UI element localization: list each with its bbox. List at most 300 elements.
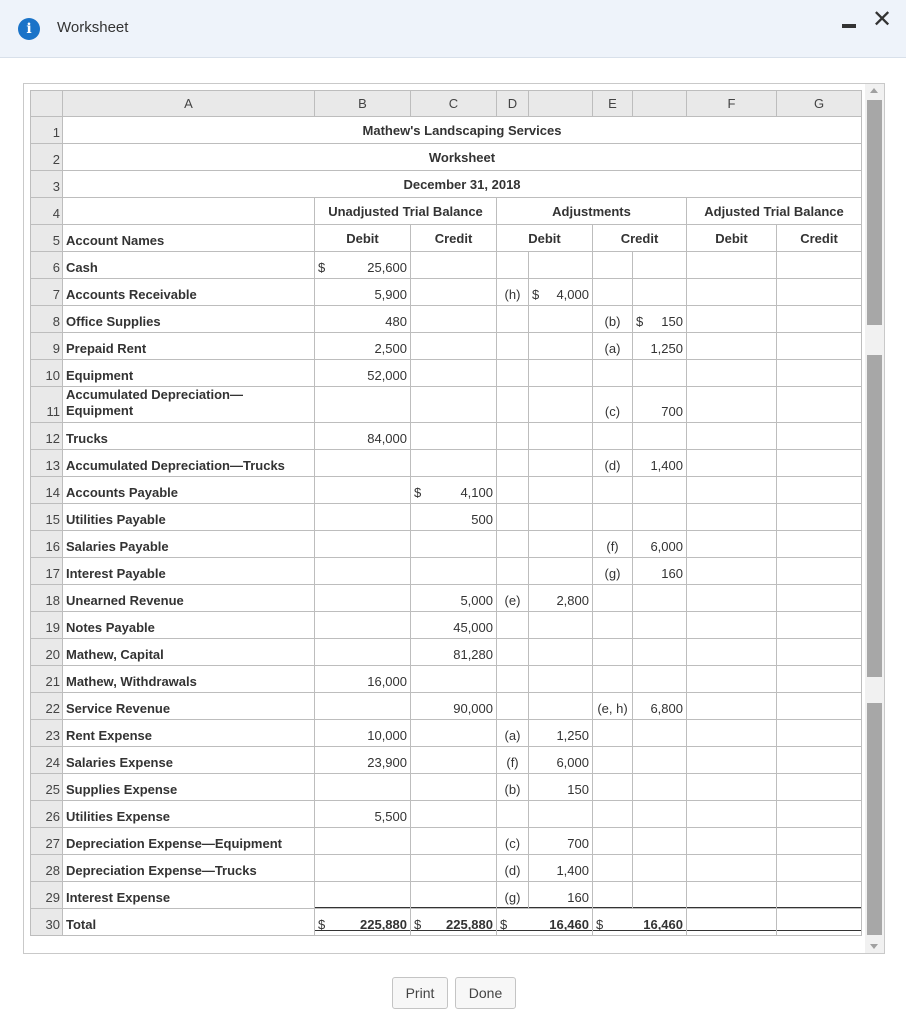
unadjusted-credit-cell[interactable]: [411, 828, 497, 855]
credit-header: Credit: [593, 225, 687, 252]
adjusted-credit-cell[interactable]: [777, 423, 862, 450]
adjustment-credit-cell[interactable]: [633, 612, 687, 639]
account-name-cell[interactable]: Accounts Receivable: [63, 279, 315, 306]
adjustment-debit-label-cell[interactable]: [497, 612, 529, 639]
adjustment-credit-label-cell[interactable]: [593, 801, 633, 828]
adjustment-credit-label-cell[interactable]: [593, 828, 633, 855]
adjusted-debit-cell[interactable]: [687, 774, 777, 801]
adjusted-debit-cell[interactable]: [687, 747, 777, 774]
unadjusted-credit-cell[interactable]: [411, 774, 497, 801]
unadjusted-debit-cell[interactable]: [315, 333, 411, 360]
adjustment-credit-cell[interactable]: [633, 360, 687, 387]
adjustment-debit-label-cell[interactable]: (a): [497, 720, 529, 747]
adjusted-debit-cell[interactable]: [687, 450, 777, 477]
currency-symbol: $: [636, 314, 644, 329]
adjustment-credit-cell[interactable]: [633, 504, 687, 531]
adjusted-debit-cell[interactable]: [687, 252, 777, 279]
adjusted-debit-cell[interactable]: [687, 531, 777, 558]
amount: 700: [661, 404, 683, 419]
adjustment-debit-label-cell[interactable]: [497, 531, 529, 558]
account-name-cell[interactable]: Cash: [63, 252, 315, 279]
scroll-thumb[interactable]: [867, 703, 882, 935]
adjusted-debit-cell[interactable]: [687, 279, 777, 306]
row-number: 3: [31, 171, 63, 198]
row-number: 17: [31, 558, 63, 585]
adjustment-credit-label-cell[interactable]: [593, 666, 633, 693]
close-button[interactable]: ✕: [871, 6, 893, 33]
adjustment-credit-label-cell[interactable]: [593, 585, 633, 612]
adjustment-credit-label-cell[interactable]: [593, 747, 633, 774]
adjustment-debit-label-cell[interactable]: (g): [497, 882, 529, 909]
adjusted-debit-cell[interactable]: [687, 360, 777, 387]
adjustment-debit-label-cell[interactable]: [497, 333, 529, 360]
unadjusted-credit-cell[interactable]: [411, 720, 497, 747]
adjusted-credit-cell[interactable]: [777, 639, 862, 666]
debit-credit-header-row: [31, 225, 862, 252]
amount: 160: [661, 566, 683, 581]
account-name-cell[interactable]: Trucks: [63, 423, 315, 450]
adjusted-credit-cell[interactable]: [777, 828, 862, 855]
adjusted-credit-cell[interactable]: [777, 747, 862, 774]
unadjusted-debit-cell[interactable]: [315, 423, 411, 450]
adjustment-debit-cell[interactable]: [529, 774, 593, 801]
adjustment-debit-cell[interactable]: [529, 252, 593, 279]
adjustment-debit-cell[interactable]: [529, 531, 593, 558]
credit-header: Credit: [411, 225, 497, 252]
adjustment-credit-cell[interactable]: [633, 387, 687, 423]
adjustment-credit-label-cell[interactable]: [593, 477, 633, 504]
table-row: [31, 306, 862, 333]
row-number: 22: [31, 693, 63, 720]
unadjusted-debit-cell[interactable]: [315, 720, 411, 747]
row-number: 19: [31, 612, 63, 639]
scroll-thumb[interactable]: [867, 355, 882, 677]
unadjusted-debit-total[interactable]: [315, 909, 411, 936]
adjustment-debit-label-cell[interactable]: [497, 504, 529, 531]
unadjusted-credit-cell[interactable]: [411, 585, 497, 612]
row-number: 5: [31, 225, 63, 252]
adjusted-debit-cell[interactable]: [687, 333, 777, 360]
amount: 2,500: [374, 341, 407, 356]
account-name-cell[interactable]: Prepaid Rent: [63, 333, 315, 360]
adjustment-credit-label-cell[interactable]: [593, 774, 633, 801]
adjusted-debit-cell[interactable]: [687, 477, 777, 504]
adjustment-credit-cell[interactable]: [633, 585, 687, 612]
row-number: 1: [31, 117, 63, 144]
unadjusted-credit-cell[interactable]: [411, 306, 497, 333]
title-cell[interactable]: December 31, 2018: [63, 171, 862, 198]
unadjusted-debit-cell[interactable]: [315, 693, 411, 720]
table-row: [31, 279, 862, 306]
adjusted-credit-cell[interactable]: [777, 450, 862, 477]
adjustment-credit-cell[interactable]: [633, 558, 687, 585]
adjustment-debit-cell[interactable]: [529, 855, 593, 882]
account-name-cell[interactable]: Depreciation Expense—Equipment: [63, 828, 315, 855]
adjusted-debit-cell[interactable]: [687, 801, 777, 828]
adjustment-debit-cell[interactable]: [529, 360, 593, 387]
adjustment-credit-label-cell[interactable]: (c): [593, 387, 633, 423]
table-row: [31, 387, 862, 423]
adjusted-debit-cell[interactable]: [687, 666, 777, 693]
account-name-cell[interactable]: Unearned Revenue: [63, 585, 315, 612]
adjustment-debit-label-cell[interactable]: (d): [497, 855, 529, 882]
unadjusted-debit-cell[interactable]: [315, 747, 411, 774]
adjustment-debit-label-cell[interactable]: [497, 801, 529, 828]
account-name-cell[interactable]: Salaries Expense: [63, 747, 315, 774]
adjustment-debit-label-cell[interactable]: (h): [497, 279, 529, 306]
unadjusted-credit-cell[interactable]: [411, 252, 497, 279]
adjustment-debit-label-cell[interactable]: [497, 423, 529, 450]
unadjusted-credit-cell[interactable]: [411, 747, 497, 774]
amount: 5,000: [460, 593, 493, 608]
adjustment-credit-cell[interactable]: [633, 882, 687, 909]
table-row: [31, 693, 862, 720]
title-cell[interactable]: Worksheet: [63, 144, 862, 171]
adjustment-debit-label-cell[interactable]: [497, 387, 529, 423]
adjusted-debit-cell[interactable]: [687, 504, 777, 531]
adjustment-debit-label-cell[interactable]: [497, 306, 529, 333]
adjustment-debit-label-cell[interactable]: [497, 558, 529, 585]
amount: 700: [567, 836, 589, 851]
adjusted-credit-cell[interactable]: [777, 774, 862, 801]
unadjusted-debit-cell[interactable]: [315, 252, 411, 279]
adjustment-debit-label-cell[interactable]: [497, 360, 529, 387]
adjustment-credit-cell[interactable]: [633, 747, 687, 774]
adjusted-debit-cell[interactable]: [687, 612, 777, 639]
adjustment-credit-cell[interactable]: [633, 450, 687, 477]
amount: 150: [567, 782, 589, 797]
adjustment-debit-label-cell[interactable]: (c): [497, 828, 529, 855]
unadjusted-credit-cell[interactable]: [411, 333, 497, 360]
account-name-line: Equipment: [66, 403, 134, 418]
adjustment-debit-label-cell[interactable]: [497, 477, 529, 504]
amount: 90,000: [453, 701, 493, 716]
account-name-cell[interactable]: Salaries Payable: [63, 531, 315, 558]
adjustment-debit-cell[interactable]: [529, 882, 593, 909]
amount: 5,500: [374, 809, 407, 824]
adjustment-credit-cell[interactable]: [633, 720, 687, 747]
adjustment-credit-cell[interactable]: [633, 252, 687, 279]
adjustment-credit-cell[interactable]: [633, 639, 687, 666]
adjustment-credit-label-cell[interactable]: (g): [593, 558, 633, 585]
adjustment-debit-label-cell[interactable]: [497, 450, 529, 477]
adjustment-credit-label-cell[interactable]: [593, 639, 633, 666]
unadjusted-debit-cell[interactable]: [315, 477, 411, 504]
adjustment-credit-cell[interactable]: [633, 477, 687, 504]
adjustment-debit-cell[interactable]: [529, 720, 593, 747]
adjusted-credit-cell[interactable]: [777, 333, 862, 360]
adjustment-debit-label-cell[interactable]: [497, 639, 529, 666]
adjustment-credit-label-cell[interactable]: (e, h): [593, 693, 633, 720]
adjusted-credit-cell[interactable]: [777, 666, 862, 693]
account-name-cell[interactable]: Service Revenue: [63, 693, 315, 720]
account-name-cell[interactable]: Mathew, Capital: [63, 639, 315, 666]
adjustment-debit-label-cell[interactable]: [497, 666, 529, 693]
adjusted-credit-cell[interactable]: [777, 585, 862, 612]
table-row: [31, 612, 862, 639]
account-name-cell[interactable]: Interest Payable: [63, 558, 315, 585]
amount: 16,460: [643, 917, 683, 932]
adjustment-debit-cell[interactable]: [529, 666, 593, 693]
account-name-cell[interactable]: [63, 387, 315, 423]
adjustment-credit-cell[interactable]: [633, 333, 687, 360]
adjustment-debit-label-cell[interactable]: (f): [497, 747, 529, 774]
adjusted-credit-cell[interactable]: [777, 279, 862, 306]
unadjusted-debit-cell[interactable]: [315, 585, 411, 612]
adjustment-debit-label-cell[interactable]: [497, 693, 529, 720]
adjustment-credit-label-cell[interactable]: [593, 423, 633, 450]
row-number: 26: [31, 801, 63, 828]
row-number: 12: [31, 423, 63, 450]
adjustment-debit-label-cell[interactable]: (e): [497, 585, 529, 612]
adjustment-credit-label-cell[interactable]: [593, 504, 633, 531]
row-number: 10: [31, 360, 63, 387]
adjusted-credit-cell[interactable]: [777, 387, 862, 423]
adjustment-debit-cell[interactable]: [529, 333, 593, 360]
account-name-cell[interactable]: Rent Expense: [63, 720, 315, 747]
adjustment-debit-cell[interactable]: [529, 477, 593, 504]
table-row: [31, 639, 862, 666]
adjustment-debit-label-cell[interactable]: (b): [497, 774, 529, 801]
unadjusted-debit-cell[interactable]: [315, 828, 411, 855]
row-number: 16: [31, 531, 63, 558]
row-number: 18: [31, 585, 63, 612]
column-header: C: [411, 91, 497, 117]
unadjusted-credit-cell[interactable]: [411, 360, 497, 387]
adjustment-debit-cell[interactable]: [529, 801, 593, 828]
adjustment-debit-total[interactable]: [497, 909, 593, 936]
adjusted-debit-cell[interactable]: [687, 828, 777, 855]
adjusted-credit-cell[interactable]: [777, 801, 862, 828]
account-name-cell[interactable]: Total: [63, 909, 315, 936]
account-name-cell[interactable]: Utilities Expense: [63, 801, 315, 828]
adjustment-credit-cell[interactable]: [633, 855, 687, 882]
row-number: 27: [31, 828, 63, 855]
unadjusted-credit-cell[interactable]: [411, 693, 497, 720]
unadjusted-credit-cell[interactable]: [411, 612, 497, 639]
worksheet-table: [30, 90, 862, 936]
unadjusted-debit-cell[interactable]: [315, 306, 411, 333]
unadjusted-debit-cell[interactable]: [315, 801, 411, 828]
done-button[interactable]: Done: [455, 977, 516, 1009]
row-number: 23: [31, 720, 63, 747]
account-name-cell[interactable]: Utilities Payable: [63, 504, 315, 531]
title-row: [31, 144, 862, 171]
adjusted-debit-cell[interactable]: [687, 855, 777, 882]
unadjusted-debit-cell[interactable]: [315, 387, 411, 423]
adjusted-credit-cell[interactable]: [777, 252, 862, 279]
unadjusted-credit-cell[interactable]: [411, 477, 497, 504]
table-row: [31, 828, 862, 855]
title-row: [31, 117, 862, 144]
adjusted-debit-cell[interactable]: [687, 639, 777, 666]
debit-header: Debit: [497, 225, 593, 252]
account-name-cell[interactable]: Supplies Expense: [63, 774, 315, 801]
adjusted-credit-cell[interactable]: [777, 855, 862, 882]
group-header-row: [31, 198, 862, 225]
account-name-cell[interactable]: Depreciation Expense—Trucks: [63, 855, 315, 882]
title-cell[interactable]: Mathew's Landscaping Services: [63, 117, 862, 144]
adjustment-credit-label-cell[interactable]: [593, 360, 633, 387]
unadjusted-debit-cell[interactable]: [315, 360, 411, 387]
adjustment-debit-cell[interactable]: [529, 450, 593, 477]
amount: 16,460: [549, 917, 589, 932]
vertical-scrollbar[interactable]: [865, 84, 884, 953]
adjusted-credit-cell[interactable]: [777, 531, 862, 558]
unadjusted-credit-cell[interactable]: [411, 279, 497, 306]
adjustment-credit-cell[interactable]: [633, 801, 687, 828]
empty-cell[interactable]: [63, 198, 315, 225]
adjusted-credit-cell[interactable]: [777, 882, 862, 909]
scroll-up-arrow-icon[interactable]: [870, 88, 878, 93]
unadjusted-debit-cell[interactable]: [315, 612, 411, 639]
adjusted-debit-cell[interactable]: [687, 693, 777, 720]
print-button[interactable]: Print: [392, 977, 448, 1009]
unadjusted-credit-cell[interactable]: [411, 801, 497, 828]
adjustment-debit-cell[interactable]: [529, 828, 593, 855]
unadjusted-debit-cell[interactable]: [315, 450, 411, 477]
amount: 1,250: [556, 728, 589, 743]
adjusted-credit-cell[interactable]: [777, 477, 862, 504]
adjusted-credit-cell[interactable]: [777, 504, 862, 531]
amount: 480: [385, 314, 407, 329]
adjustment-debit-cell[interactable]: [529, 387, 593, 423]
table-row: [31, 666, 862, 693]
unadjusted-credit-cell[interactable]: [411, 855, 497, 882]
amount: 2,800: [556, 593, 589, 608]
adjustment-debit-cell[interactable]: [529, 504, 593, 531]
unadjusted-debit-cell[interactable]: [315, 279, 411, 306]
unadjusted-debit-cell[interactable]: [315, 774, 411, 801]
adjusted-debit-cell[interactable]: [687, 585, 777, 612]
amount: 500: [471, 512, 493, 527]
unadjusted-credit-cell[interactable]: [411, 639, 497, 666]
unadjusted-credit-cell[interactable]: [411, 882, 497, 909]
account-names-header: Account Names: [63, 225, 315, 252]
adjusted-debit-cell[interactable]: [687, 423, 777, 450]
adjusted-credit-cell[interactable]: [777, 360, 862, 387]
amount: 25,600: [367, 260, 407, 275]
unadjusted-credit-cell[interactable]: [411, 666, 497, 693]
scroll-down-arrow-icon[interactable]: [870, 944, 878, 949]
adjustment-credit-label-cell[interactable]: [593, 612, 633, 639]
account-name-cell[interactable]: Accumulated Depreciation—Trucks: [63, 450, 315, 477]
unadjusted-credit-cell[interactable]: [411, 387, 497, 423]
adjustment-debit-cell[interactable]: [529, 558, 593, 585]
adjustment-credit-cell[interactable]: [633, 306, 687, 333]
amount: 1,400: [556, 863, 589, 878]
amount: 45,000: [453, 620, 493, 635]
adjustment-debit-cell[interactable]: [529, 747, 593, 774]
adjustment-debit-cell[interactable]: [529, 693, 593, 720]
adjustment-debit-cell[interactable]: [529, 639, 593, 666]
adjustment-credit-cell[interactable]: [633, 828, 687, 855]
adjusted-debit-cell[interactable]: [687, 306, 777, 333]
adjusted-debit-cell[interactable]: [687, 558, 777, 585]
unadjusted-debit-cell[interactable]: [315, 531, 411, 558]
adjustment-credit-label-cell[interactable]: (a): [593, 333, 633, 360]
adjusted-credit-cell[interactable]: [777, 612, 862, 639]
row-number: 13: [31, 450, 63, 477]
adjustment-credit-cell[interactable]: [633, 531, 687, 558]
unadjusted-debit-cell[interactable]: [315, 504, 411, 531]
adjusted-credit-cell[interactable]: [777, 693, 862, 720]
adjustment-debit-cell[interactable]: [529, 423, 593, 450]
unadjusted-credit-cell[interactable]: [411, 504, 497, 531]
adjustment-credit-label-cell[interactable]: (b): [593, 306, 633, 333]
unadjusted-credit-cell[interactable]: [411, 423, 497, 450]
adjustment-credit-total[interactable]: [593, 909, 687, 936]
adjustment-debit-cell[interactable]: [529, 585, 593, 612]
adjustment-credit-label-cell[interactable]: [593, 855, 633, 882]
unadjusted-debit-cell[interactable]: [315, 558, 411, 585]
currency-symbol: $: [532, 287, 540, 302]
unadjusted-debit-cell[interactable]: [315, 639, 411, 666]
adjusted-credit-cell[interactable]: [777, 558, 862, 585]
adjustment-credit-label-cell[interactable]: [593, 279, 633, 306]
adjustment-credit-label-cell[interactable]: [593, 882, 633, 909]
adjusted-credit-cell[interactable]: [777, 720, 862, 747]
adjusted-debit-cell[interactable]: [687, 882, 777, 909]
adjusted-debit-cell[interactable]: [687, 720, 777, 747]
row-number: 20: [31, 639, 63, 666]
adjustment-debit-cell[interactable]: [529, 306, 593, 333]
table-row: [31, 720, 862, 747]
adjusted-credit-cell[interactable]: [777, 306, 862, 333]
amount: 10,000: [367, 728, 407, 743]
scroll-thumb[interactable]: [867, 100, 882, 325]
adjustment-credit-label-cell[interactable]: (d): [593, 450, 633, 477]
adjusted-debit-total[interactable]: [687, 909, 777, 936]
currency-symbol: $: [596, 917, 604, 932]
adjustment-debit-cell[interactable]: [529, 612, 593, 639]
column-header: [529, 91, 593, 117]
adjustments-header: Adjustments: [497, 198, 687, 225]
adjustment-credit-label-cell[interactable]: [593, 720, 633, 747]
adjustment-credit-cell[interactable]: [633, 774, 687, 801]
unadjusted-debit-cell[interactable]: [315, 666, 411, 693]
adjustment-debit-cell[interactable]: [529, 279, 593, 306]
column-header: [633, 91, 687, 117]
adjusted-credit-total[interactable]: [777, 909, 862, 936]
adjustment-credit-label-cell[interactable]: [593, 252, 633, 279]
account-name-cell[interactable]: Interest Expense: [63, 882, 315, 909]
unadjusted-credit-cell[interactable]: [411, 531, 497, 558]
table-row: [31, 774, 862, 801]
account-name-cell[interactable]: Notes Payable: [63, 612, 315, 639]
minimize-button[interactable]: [842, 16, 858, 36]
amount: 16,000: [367, 674, 407, 689]
adjustment-debit-label-cell[interactable]: [497, 252, 529, 279]
account-name-cell[interactable]: Equipment: [63, 360, 315, 387]
account-name-cell[interactable]: Mathew, Withdrawals: [63, 666, 315, 693]
unadjusted-debit-cell[interactable]: [315, 855, 411, 882]
unadjusted-credit-total[interactable]: [411, 909, 497, 936]
adjustment-credit-cell[interactable]: [633, 693, 687, 720]
account-name-cell[interactable]: Accounts Payable: [63, 477, 315, 504]
currency-symbol: $: [318, 260, 326, 275]
adjusted-debit-cell[interactable]: [687, 387, 777, 423]
adjustment-credit-cell[interactable]: [633, 666, 687, 693]
unadjusted-trial-balance-header: Unadjusted Trial Balance: [315, 198, 497, 225]
unadjusted-credit-cell[interactable]: [411, 558, 497, 585]
adjustment-credit-cell[interactable]: [633, 423, 687, 450]
account-name-cell[interactable]: Office Supplies: [63, 306, 315, 333]
unadjusted-credit-cell[interactable]: [411, 450, 497, 477]
adjustment-credit-cell[interactable]: [633, 279, 687, 306]
unadjusted-debit-cell[interactable]: [315, 882, 411, 909]
adjustment-credit-label-cell[interactable]: (f): [593, 531, 633, 558]
